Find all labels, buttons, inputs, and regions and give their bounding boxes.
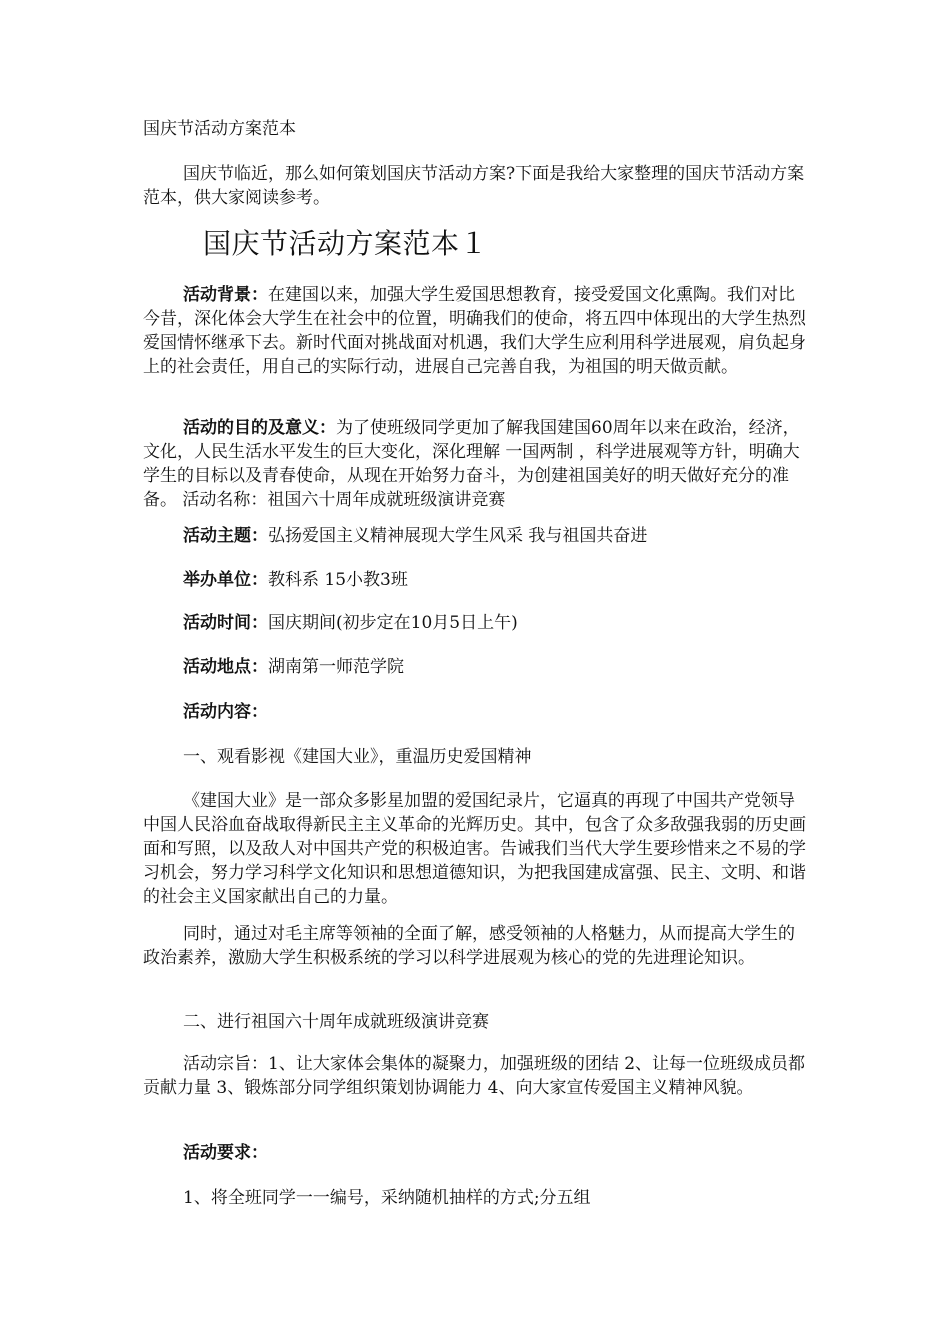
background-paragraph	[143, 283, 810, 379]
section1-paragraph-2: 同时，通过对毛主席等领袖的全面了解，感受领袖的人格魅力，从而提高大学生的政治素养，激励大学生积极系统的学习以科学进展观为核心的党的先进理论知识。	[143, 924, 795, 968]
section-heading: 国庆节活动方案范本１	[203, 227, 489, 260]
background-text: 在建国以来，加强大学生爱国思想教育，接受爱国文化熏陶。我们对比今昔，深化体会大学生在社会中的位置，明确我们的使命，将五四中体现出的大学生热烈爱国情怀继承下去。新时代面对挑战面对机遇，我们大学生应利用科学进展观，肩负起身上的社会责任，用自己的实际行动，进展自己完善自我，为祖国的明天做贡献。	[143, 285, 806, 377]
theme-label: 活动主题：	[183, 526, 268, 546]
purpose-text: 为了使班级同学更加了解我国建国60周年以来在政治，经济，文化，人民生活水平发生的巨大变化，深化理解 一国两制 ，科学进展观等方针，明确大学生的目标以及青春使命，从现在开始努力奋斗，为创建祖国美好的明天做好充分的准备。 活动名称：祖国六十周年成就班级演讲竞赛	[143, 418, 800, 510]
purpose-label: 活动的目的及意义：	[183, 418, 336, 438]
place-paragraph	[143, 655, 810, 679]
content-label: 活动内容：	[183, 702, 268, 722]
organizer-label: 举办单位：	[183, 570, 268, 590]
section2-title: 二、进行祖国六十周年成就班级演讲竞赛	[183, 1012, 489, 1032]
requirement-item-1: 1、将全班同学一一编号，采纳随机抽样的方式;分五组	[183, 1188, 591, 1208]
requirements-label: 活动要求：	[183, 1143, 268, 1163]
theme-paragraph	[143, 524, 810, 548]
intro-paragraph: 国庆节临近，那么如何策划国庆节活动方案?下面是我给大家整理的国庆节活动方案范本，供大家阅读参考。	[143, 164, 805, 208]
place-label: 活动地点：	[183, 657, 268, 677]
background-label: 活动背景：	[183, 285, 268, 305]
theme-text: 弘扬爱国主义精神展现大学生风采 我与祖国共奋进	[268, 526, 648, 546]
time-paragraph	[143, 611, 810, 635]
time-label: 活动时间：	[183, 613, 268, 633]
section1-title: 一、观看影视《建国大业》，重温历史爱国精神	[183, 747, 532, 767]
organizer-paragraph	[143, 568, 810, 592]
organizer-text: 教科系 15小教3班	[268, 570, 408, 590]
purpose-paragraph	[143, 416, 810, 512]
time-text: 国庆期间(初步定在10月5日上午)	[268, 613, 518, 633]
place-text: 湖南第一师范学院	[268, 657, 404, 677]
document-title: 国庆节活动方案范本	[143, 119, 296, 139]
section1-paragraph-1: 《建国大业》是一部众多影星加盟的爱国纪录片，它逼真的再现了中国共产党领导中国人民浴血奋战取得新民主主义革命的光辉历史。其中，包含了众多敌强我弱的历史画面和写照，以及敌人对中国共产党的积极迫害。告诫我们当代大学生要珍惜来之不易的学习机会，努力学习科学文化知识和思想道德知识，为把我国建成富强、民主、文明、和谐的社会主义国家献出自己的力量。	[143, 791, 806, 907]
section2-purpose: 活动宗旨：1、让大家体会集体的凝聚力，加强班级的团结 2、让每一位班级成员都贡献力量 3、锻炼部分同学组织策划协调能力 4、向大家宣传爱国主义精神风貌。	[143, 1054, 806, 1098]
